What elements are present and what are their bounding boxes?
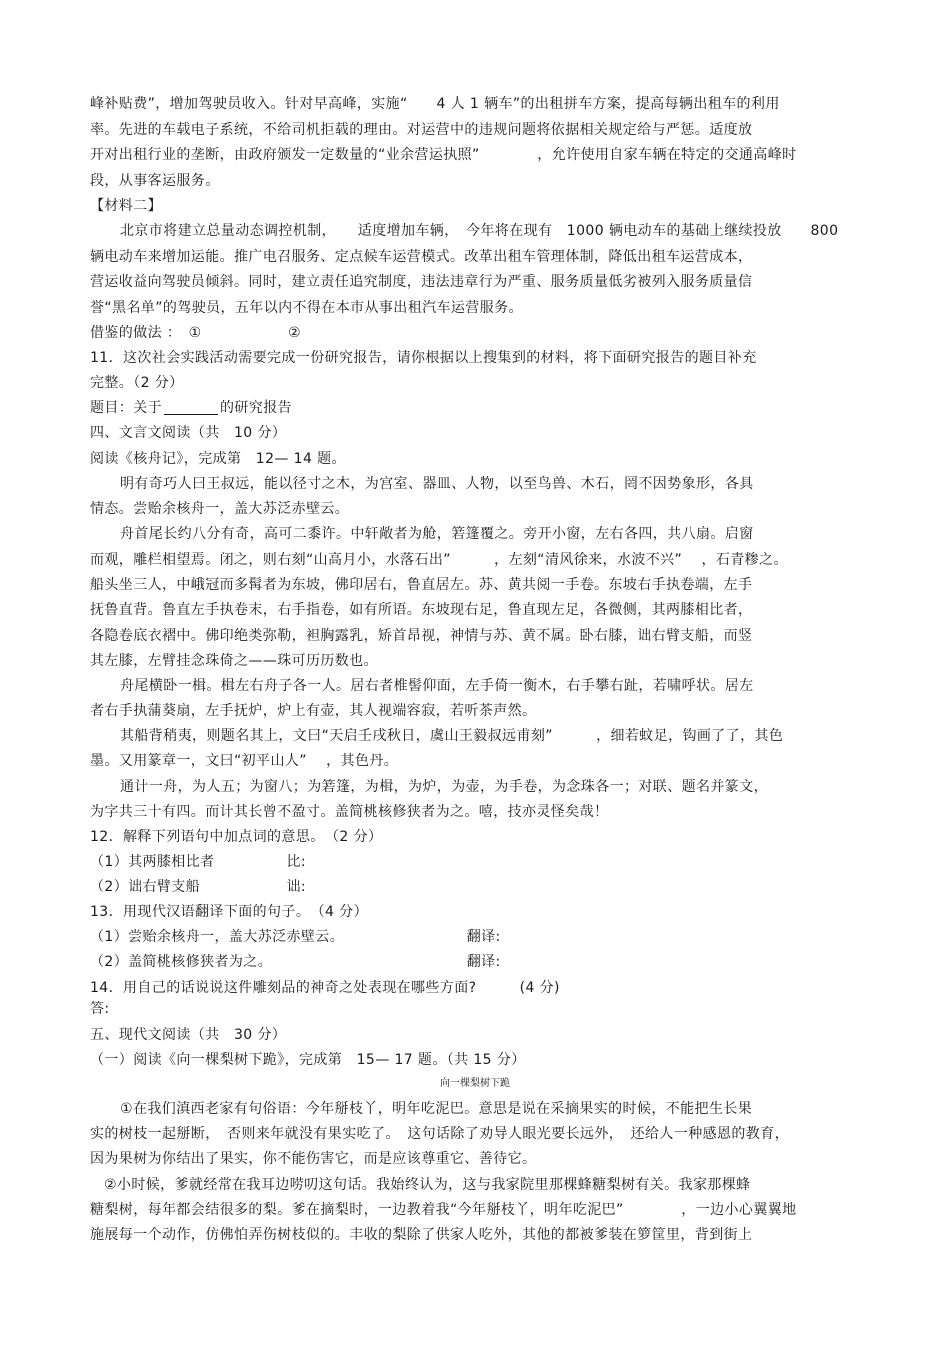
text-line: ②小时候，爹就经常在我耳边唠叨这句话。我始终认为，这与我家院里那棵蜂糖梨树有关。我家那棵蜂	[104, 1177, 751, 1193]
text-line: 明有奇巧人曰王叔远，能以径寸之木，为宫室、器皿、人物，以至鸟兽、木石，罔不因势象形，各具	[120, 476, 754, 492]
text-line: 舟尾横卧一楫。楫左右舟子各一人。居右者椎髻仰面，左手倚一衡木，右手攀右趾，若啸呼状。居左	[120, 678, 754, 694]
text-line: （一）阅读《向一棵梨树下跪》，完成第 15— 17 题。（共 15 分）	[90, 1052, 526, 1068]
text-line: 糖梨树，每年都会结很多的梨。爹在摘梨时，一边教着我“今年掰枝丫，明年吃泥巴” ，一边小心翼翼地	[90, 1202, 797, 1218]
text-line: 为字共三十有四。而计其长曾不盈寸。盖简桃核修狭者为之。嘻，技亦灵怪矣哉！	[90, 804, 609, 820]
text-line: 而观，雕栏相望焉。闭之，则右刻“山高月小，水落石出” ，左刻“清风徐来，水波不兴” ，石青糁之。	[90, 552, 788, 568]
section-heading: 【材料二】	[90, 198, 162, 214]
text-line: 施展每一个动作，仿佛怕弄伤树枝似的。丰收的梨除了供家人吃外，其他的都被爹装在箩筐里，背到街上	[90, 1227, 753, 1243]
text-line: 者右手执蒲葵扇，左手抚炉，炉上有壶，其人视端容寂，若听茶声然。	[90, 703, 537, 719]
text-line: 各隐卷底衣褶中。佛印绝类弥勒，袒胸露乳，矫首昂视，神情与苏、黄不属。卧右膝，诎右臂支船，而竖	[90, 628, 753, 644]
sub-question: （2）盖简桃核修狭者为之。 翻译:	[90, 954, 501, 970]
article-title: 向一棵梨树下跪	[440, 1078, 510, 1089]
text-line: 峰补贴费”，增加驾驶员收入。针对早高峰，实施“ 4 人 1 辆车”的出租拼车方案，提高每辆出租车的利用	[90, 96, 780, 112]
question-11: 11．这次社会实践活动需要完成一份研究报告，请你根据以上搜集到的材料，将下面研究报告的题目补充	[90, 350, 757, 366]
text-line: 北京市将建立总量动态调控机制， 适度增加车辆， 今年将在现有 1000 辆电动车的基础上继续投放 800	[120, 223, 839, 239]
text-line: 情态。尝贻余核舟一，盖大苏泛赤壁云。	[90, 501, 350, 517]
section-heading: 五、现代文阅读（共 30 分）	[90, 1027, 287, 1043]
text-line: 完整。（2 分）	[90, 375, 184, 391]
title-prefix: 题目：关于	[90, 400, 162, 416]
sub-question: （2）诎右臂支船 诎:	[90, 879, 307, 895]
text-line: 因为果树为你结出了果实，你不能伤害它，而是应该尊重它、善待它。	[90, 1151, 537, 1167]
text-line: 通计一舟，为人五；为窗八；为箬篷，为楫，为炉，为壶，为手卷，为念珠各一；对联、题名并篆文，	[120, 779, 768, 795]
text-line: 借鉴的做法 ： ① ②	[90, 325, 301, 341]
text-line: 阅读《核舟记》，完成第 12— 14 题。	[90, 451, 346, 467]
answer-label: 答:	[90, 1001, 110, 1017]
answer-blank[interactable]	[164, 400, 218, 415]
title-suffix: 的研究报告	[220, 400, 292, 416]
text-line: 舟首尾长约八分有奇，高可二黍许。中轩敞者为舱，箬篷覆之。旁开小窗，左右各四，共八扇。启窗	[120, 526, 754, 542]
sub-question: （1）其两膝相比者 比:	[90, 854, 307, 870]
title-blank-line	[90, 399, 292, 417]
text-line: 实的树枝一起掰断， 否则来年就没有果实吃了。 这句话除了劝导人眼光要长远外， 还给人一种感恩的教育，	[90, 1126, 789, 1142]
text-line: 辆电动车来增加运能。推广电召服务、定点候车运营模式。改革出租车管理体制，降低出租车运营成本，	[90, 249, 753, 265]
question-14: 14．用自己的话说说这件雕刻品的神奇之处表现在哪些方面? (4 分)	[90, 980, 560, 996]
section-heading: 四、文言文阅读（共 10 分）	[90, 425, 287, 441]
text-line: 段，从事客运服务。	[90, 173, 220, 189]
text-line: 率。先进的车载电子系统，不给司机拒载的理由。对运营中的违规问题将依据相关规定给与严惩。适度放	[90, 122, 753, 138]
text-line: 营运收益向驾驶员倾斜。同时，建立责任追究制度，违法违章行为严重、服务质量低劣被列入服务质量信	[90, 274, 753, 290]
text-line: 其船背稍夷，则题名其上，文曰“天启壬戌秋日，虞山王毅叔远甫刻” ，细若蚊足，钩画了了，其色	[120, 728, 784, 744]
text-line: 其左膝，左臂挂念珠倚之——珠可历历数也。	[90, 653, 378, 669]
text-line: 船头坐三人，中峨冠而多髯者为东坡，佛印居右，鲁直居左。苏、黄共阅一手卷。东坡右手执卷端，左手	[90, 577, 753, 593]
text-line: 墨。又用篆章一，文曰“初平山人” ，其色丹。	[90, 753, 399, 769]
question-13: 13．用现代汉语翻译下面的句子。 （4 分）	[90, 904, 368, 920]
sub-question: （1）尝贻余核舟一，盖大苏泛赤壁云。 翻译:	[90, 929, 501, 945]
text-line: ①在我们滇西老家有句俗语：今年掰枝丫，明年吃泥巴。意思是说在采摘果实的时候，不能把生长果	[120, 1101, 753, 1117]
text-line: 抚鲁直背。鲁直左手执卷末，右手指卷，如有所语。东坡现右足，鲁直现左足，各微侧，其两膝相比者，	[90, 602, 753, 618]
text-line: 开对出租行业的垄断，由政府颁发一定数量的“业余营运执照” ，允许使用自家车辆在特定的交通高峰时	[90, 147, 797, 163]
question-12: 12．解释下列语句中加点词的意思。 （2 分）	[90, 829, 383, 845]
text-line: 誉“黑名单”的驾驶员，五年以内不得在本市从事出租汽车运营服务。	[90, 300, 523, 316]
